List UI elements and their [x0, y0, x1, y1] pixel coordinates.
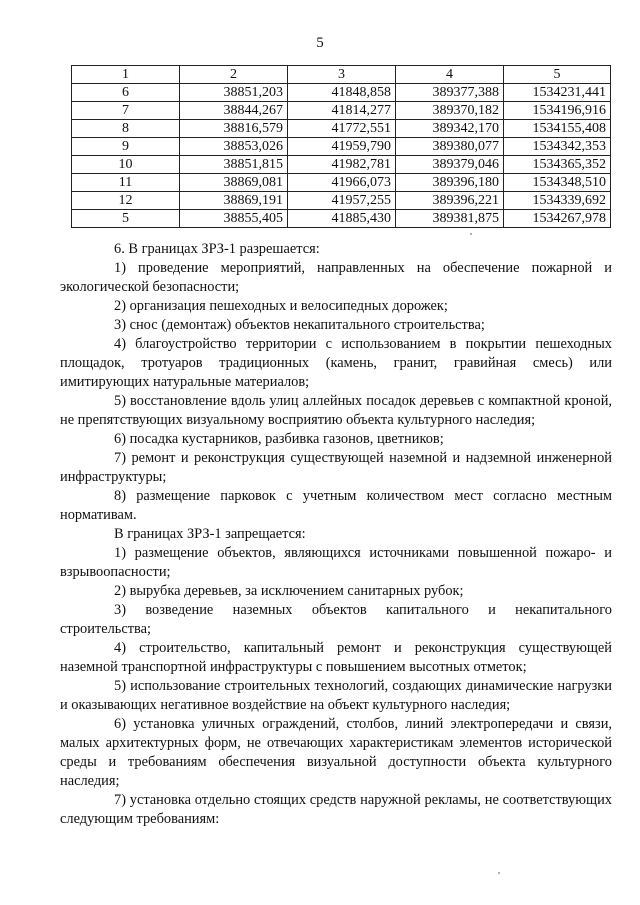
table-cell: 41848,858	[288, 84, 396, 102]
table-row	[72, 192, 611, 210]
table-row	[72, 138, 611, 156]
point-number-cell: 7	[72, 102, 180, 120]
table-cell: 1534155,408	[504, 120, 611, 138]
point-number-cell: 11	[72, 174, 180, 192]
forbidden-item: 6) установка уличных ограждений, столбов, линий электропередачи и связи, малых архитектурных форм, не отвечающих характеристикам элементов исторической среды и требованиям обеспечения визуальной доступности объекта культурного наследия;	[60, 716, 612, 789]
table-cell: 41814,277	[288, 102, 396, 120]
allowed-item: 2) организация пешеходных и велосипедных дорожек;	[114, 298, 448, 314]
table-row	[72, 210, 611, 228]
table-cell: 389381,875	[396, 210, 504, 228]
table-cell: 41959,790	[288, 138, 396, 156]
table-cell: 41885,430	[288, 210, 396, 228]
table-cell: 1534339,692	[504, 192, 611, 210]
table-cell: 41966,073	[288, 174, 396, 192]
forbidden-item: 5) использование строительных технологий, создающих динамические нагрузки и оказывающих негативное воздействие на объект культурного наследия;	[60, 678, 612, 713]
table-cell: 1534267,978	[504, 210, 611, 228]
header-cell: 2	[180, 66, 288, 84]
header-cell: 5	[504, 66, 611, 84]
table-cell: 1534348,510	[504, 174, 611, 192]
table-cell: 389396,180	[396, 174, 504, 192]
table-cell: 38869,081	[180, 174, 288, 192]
table-row	[72, 174, 611, 192]
point-number-cell: 6	[72, 84, 180, 102]
table-row	[72, 156, 611, 174]
header-cell: 3	[288, 66, 396, 84]
scan-speck	[470, 233, 472, 235]
table-cell: 389379,046	[396, 156, 504, 174]
table-cell: 389342,170	[396, 120, 504, 138]
regulations-text	[60, 240, 612, 829]
point-number-cell: 9	[72, 138, 180, 156]
table-cell: 1534365,352	[504, 156, 611, 174]
forbidden-item: 7) установка отдельно стоящих средств наружной рекламы, не соответствующих следующим требованиям:	[60, 792, 612, 827]
table-header-row	[72, 66, 611, 84]
table-cell: 38851,203	[180, 84, 288, 102]
header-cell: 4	[396, 66, 504, 84]
table-cell: 38851,815	[180, 156, 288, 174]
allowed-item: 6) посадка кустарников, разбивка газонов, цветников;	[114, 431, 444, 447]
table-row	[72, 120, 611, 138]
forbidden-item: 3) возведение наземных объектов капитального и некапитального строительства;	[60, 602, 612, 637]
table-cell: 41772,551	[288, 120, 396, 138]
table-row	[72, 84, 611, 102]
table-cell: 1534231,441	[504, 84, 611, 102]
table-cell: 389380,077	[396, 138, 504, 156]
table-cell: 38855,405	[180, 210, 288, 228]
point-number-cell: 5	[72, 210, 180, 228]
section-heading-allowed: 6. В границах ЗРЗ-1 разрешается:	[114, 241, 320, 257]
table-cell: 38869,191	[180, 192, 288, 210]
allowed-item: 5) восстановление вдоль улиц аллейных посадок деревьев с компактной кроной, не препятствующих визуальному восприятию объекта культурного наследия;	[60, 393, 612, 428]
page-number: 5	[316, 35, 324, 51]
header-cell: 1	[72, 66, 180, 84]
allowed-item: 3) снос (демонтаж) объектов некапитального строительства;	[114, 317, 485, 333]
table-cell: 38816,579	[180, 120, 288, 138]
coordinates-table	[71, 65, 611, 228]
table-row	[72, 102, 611, 120]
table-cell: 41957,255	[288, 192, 396, 210]
point-number-cell: 12	[72, 192, 180, 210]
point-number-cell: 10	[72, 156, 180, 174]
table-cell: 41982,781	[288, 156, 396, 174]
table-cell: 1534196,916	[504, 102, 611, 120]
allowed-item: 1) проведение мероприятий, направленных на обеспечение пожарной и экологической безопасности;	[60, 260, 612, 295]
table-cell: 38844,267	[180, 102, 288, 120]
section-heading-forbidden: В границах ЗРЗ-1 запрещается:	[114, 526, 306, 542]
table-cell: 389396,221	[396, 192, 504, 210]
forbidden-item: 4) строительство, капитальный ремонт и реконструкция существующей наземной транспортной инфраструктуры с повышением высотных отметок;	[60, 640, 612, 675]
scan-speck	[498, 872, 500, 874]
forbidden-item: 1) размещение объектов, являющихся источниками повышенной пожаро- и взрывоопасности;	[60, 545, 612, 580]
table-cell: 38853,026	[180, 138, 288, 156]
allowed-item: 8) размещение парковок с учетным количеством мест согласно местным нормативам.	[60, 488, 612, 523]
allowed-item: 7) ремонт и реконструкция существующей наземной и надземной инженерной инфраструктуры;	[60, 450, 612, 485]
allowed-item: 4) благоустройство территории с использованием в покрытии пешеходных площадок, тротуаров традиционных (камень, гранит, гравийная смесь) или имитирующих натуральные материалов;	[60, 336, 612, 390]
table-cell: 389370,182	[396, 102, 504, 120]
point-number-cell: 8	[72, 120, 180, 138]
table-cell: 389377,388	[396, 84, 504, 102]
table-cell: 1534342,353	[504, 138, 611, 156]
forbidden-item: 2) вырубка деревьев, за исключением санитарных рубок;	[114, 583, 464, 599]
